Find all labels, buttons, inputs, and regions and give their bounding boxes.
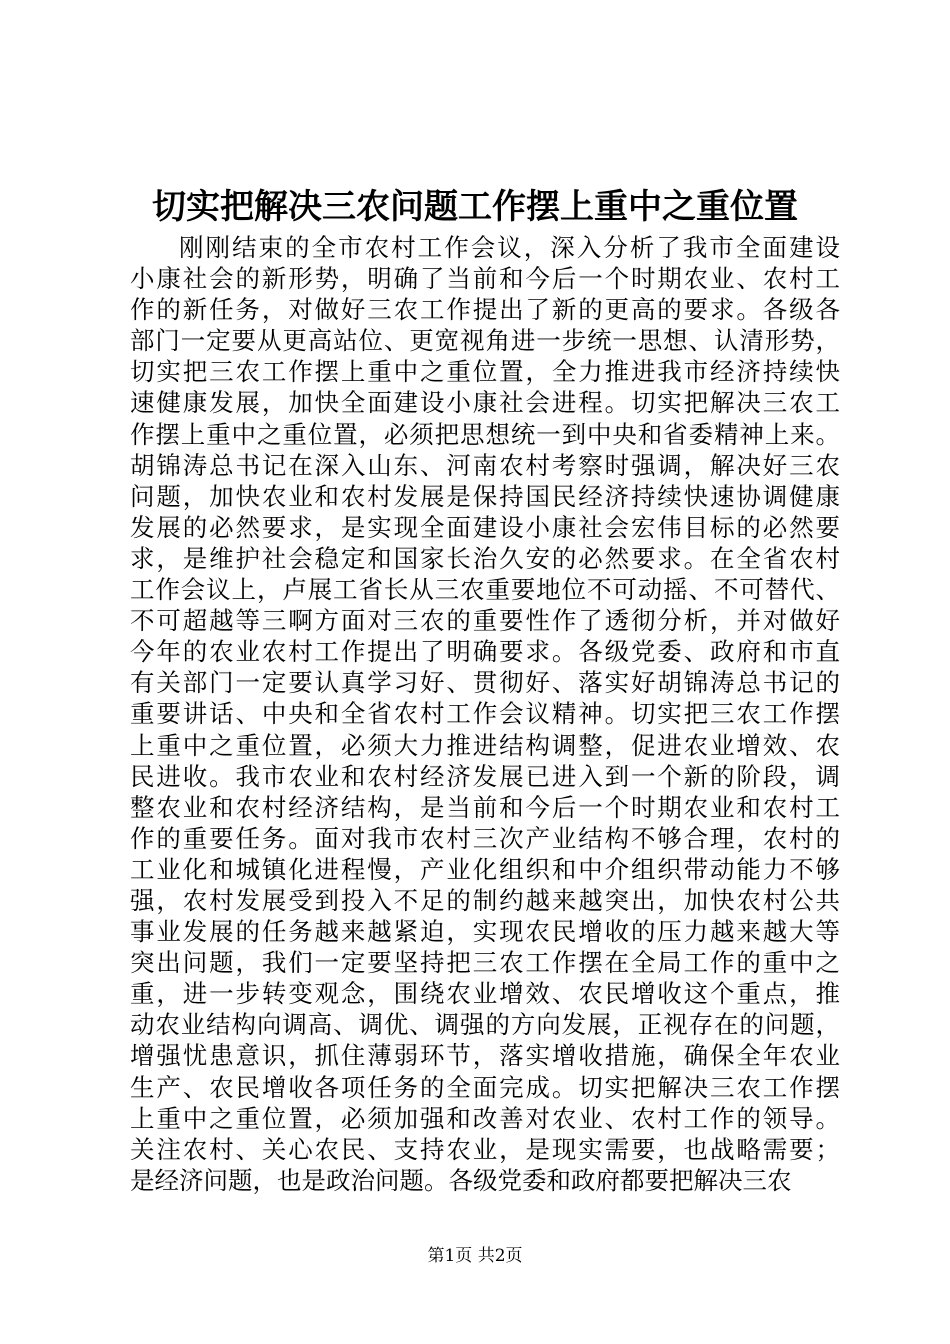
paragraph-line: 切实把三农工作摆上重中之重位置，全力推进我市经济持续快 [130, 357, 840, 387]
paragraph-line: 上重中之重位置，必须大力推进结构调整，促进农业增效、农 [130, 730, 840, 760]
paragraph-line: 上重中之重位置，必须加强和改善对农业、农村工作的领导。 [130, 1103, 840, 1133]
paragraph-line: 动农业结构向调高、调优、调强的方向发展，正视存在的问题， [130, 1010, 840, 1040]
paragraph-line: 是经济问题，也是政治问题。各级党委和政府都要把解决三农 [130, 1165, 792, 1195]
paragraph-line: 关注农村、关心农民、支持农业，是现实需要，也战略需要； [130, 1134, 840, 1164]
paragraph-line: 小康社会的新形势，明确了当前和今后一个时期农业、农村工 [130, 264, 840, 294]
page-footer: 第1页 共2页 [427, 1246, 523, 1266]
paragraph-line: 工作会议上，卢展工省长从三农重要地位不可动摇、不可替代、 [130, 575, 840, 605]
paragraph-line: 工业化和城镇化进程慢，产业化组织和中介组织带动能力不够 [130, 854, 840, 884]
paragraph-line: 有关部门一定要认真学习好、贯彻好、落实好胡锦涛总书记的 [130, 668, 840, 698]
paragraph-line: 民进收。我市农业和农村经济发展已进入到一个新的阶段，调 [130, 761, 840, 791]
paragraph-line: 胡锦涛总书记在深入山东、河南农村考察时强调，解决好三农 [130, 450, 840, 480]
paragraph-line: 事业发展的任务越来越紧迫，实现农民增收的压力越来越大等 [130, 917, 840, 947]
body-paragraph [130, 232, 840, 1196]
paragraph-line: 生产、农民增收各项任务的全面完成。切实把解决三农工作摆 [130, 1072, 840, 1102]
paragraph-line: 重要讲话、中央和全省农村工作会议精神。切实把三农工作摆 [130, 699, 840, 729]
paragraph-line: 不可超越等三啊方面对三农的重要性作了透彻分析，并对做好 [130, 606, 840, 636]
paragraph-line: 作的新任务，对做好三农工作提出了新的更高的要求。各级各 [130, 295, 840, 325]
paragraph-line: 部门一定要从更高站位、更宽视角进一步统一思想、认清形势， [130, 326, 840, 356]
paragraph-line: 重，进一步转变观念，围绕农业增效、农民增收这个重点，推 [130, 979, 840, 1009]
paragraph-line: 整农业和农村经济结构，是当前和今后一个时期农业和农村工 [130, 792, 840, 822]
paragraph-line: 刚刚结束的全市农村工作会议，深入分析了我市全面建设 [179, 233, 840, 262]
paragraph-line: 问题，加快农业和农村发展是保持国民经济持续快速协调健康 [130, 481, 840, 511]
paragraph-line: 突出问题，我们一定要坚持把三农工作摆在全局工作的重中之 [130, 948, 840, 978]
paragraph-line: 发展的必然要求，是实现全面建设小康社会宏伟目标的必然要 [130, 512, 840, 542]
paragraph-line: 强，农村发展受到投入不足的制约越来越突出，加快农村公共 [130, 885, 840, 915]
paragraph-line: 作的重要任务。面对我市农村三次产业结构不够合理，农村的 [130, 823, 840, 853]
paragraph-line: 今年的农业农村工作提出了明确要求。各级党委、政府和市直 [130, 637, 840, 667]
paragraph-line: 求，是维护社会稳定和国家长治久安的必然要求。在全省农村 [130, 543, 840, 573]
paragraph-line: 增强忧患意识，抓住薄弱环节，落实增收措施，确保全年农业 [130, 1041, 840, 1071]
paragraph-line: 作摆上重中之重位置，必须把思想统一到中央和省委精神上来。 [130, 419, 840, 449]
paragraph-line: 速健康发展，加快全面建设小康社会进程。切实把解决三农工 [130, 388, 840, 418]
document-title: 切实把解决三农问题工作摆上重中之重位置 [152, 187, 798, 227]
